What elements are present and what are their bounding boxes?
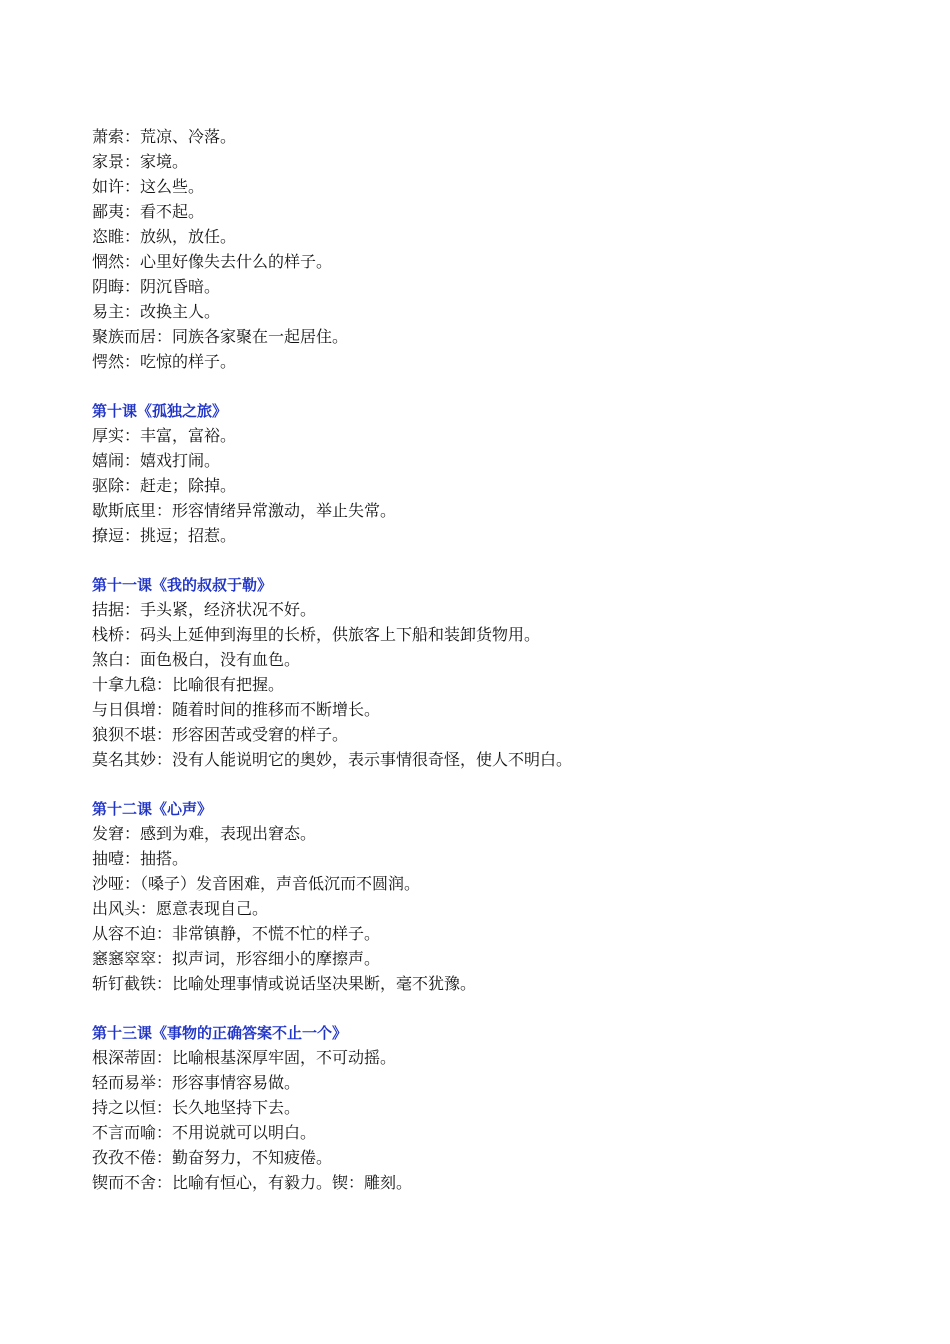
vocab-entry: 家景：家境。 (92, 152, 189, 171)
document-page (92, 124, 892, 1195)
vocab-entry: 不言而喻：不用说就可以明白。 (92, 1123, 317, 1142)
vocab-entry: 嬉闹：嬉戏打闹。 (92, 451, 221, 470)
vocab-entry: 与日俱增：随着时间的推移而不断增长。 (92, 700, 381, 719)
vocab-entry: 歇斯底里：形容情绪异常激动，举止失常。 (92, 501, 397, 520)
vocab-entry: 十拿九稳：比喻很有把握。 (92, 675, 285, 694)
vocab-entry: 萧索：荒凉、冷落。 (92, 127, 237, 146)
section-lesson-13 (92, 1021, 892, 1195)
vocab-entry: 聚族而居：同族各家聚在一起居住。 (92, 327, 349, 346)
vocab-entry: 斩钉截铁：比喻处理事情或说话坚决果断，毫不犹豫。 (92, 974, 477, 993)
vocab-entry: 拮据：手头紧，经济状况不好。 (92, 600, 317, 619)
vocab-entry: 出风头：愿意表现自己。 (92, 899, 269, 918)
section-vocab-intro (92, 124, 892, 374)
vocab-entry: 孜孜不倦：勤奋努力，不知疲倦。 (92, 1148, 333, 1167)
lesson-heading: 第十三课《事物的正确答案不止一个》 (92, 1024, 348, 1042)
vocab-entry: 抽噎：抽搭。 (92, 849, 189, 868)
section-lesson-11 (92, 573, 892, 772)
vocab-entry: 煞白：面色极白，没有血色。 (92, 650, 301, 669)
lesson-heading: 第十一课《我的叔叔于勒》 (92, 576, 273, 594)
lesson-heading: 第十课《孤独之旅》 (92, 402, 228, 420)
vocab-entry: 厚实：丰富，富裕。 (92, 426, 237, 445)
vocab-entry: 如许：这么些。 (92, 177, 205, 196)
vocab-entry: 鄙夷：看不起。 (92, 202, 205, 221)
vocab-entry: 沙哑：（嗓子）发音困难，声音低沉而不圆润。 (92, 874, 421, 893)
vocab-entry: 持之以恒：长久地坚持下去。 (92, 1098, 301, 1117)
vocab-entry: 轻而易举：形容事情容易做。 (92, 1073, 301, 1092)
vocab-entry: 驱除：赶走；除掉。 (92, 476, 237, 495)
vocab-entry: 发窘：感到为难，表现出窘态。 (92, 824, 317, 843)
section-lesson-12 (92, 797, 892, 996)
vocab-entry: 易主：改换主人。 (92, 302, 221, 321)
vocab-entry: 根深蒂固：比喻根基深厚牢固，不可动摇。 (92, 1048, 397, 1067)
vocab-entry: 阴晦：阴沉昏暗。 (92, 277, 221, 296)
section-lesson-10 (92, 399, 892, 548)
vocab-entry: 锲而不舍：比喻有恒心，有毅力。锲：雕刻。 (92, 1173, 413, 1192)
vocab-entry: 莫名其妙：没有人能说明它的奥妙，表示事情很奇怪，使人不明白。 (92, 750, 573, 769)
vocab-entry: 惘然：心里好像失去什么的样子。 (92, 252, 333, 271)
vocab-entry: 从容不迫：非常镇静，不慌不忙的样子。 (92, 924, 381, 943)
vocab-entry: 恣睢：放纵，放任。 (92, 227, 237, 246)
vocab-entry: 栈桥：码头上延伸到海里的长桥，供旅客上下船和装卸货物用。 (92, 625, 541, 644)
vocab-entry: 狼狈不堪：形容困苦或受窘的样子。 (92, 725, 349, 744)
lesson-heading: 第十二课《心声》 (92, 800, 213, 818)
vocab-entry: 愕然：吃惊的样子。 (92, 352, 237, 371)
vocab-entry: 撩逗：挑逗；招惹。 (92, 526, 237, 545)
vocab-entry: 窸窸窣窣：拟声词，形容细小的摩擦声。 (92, 949, 381, 968)
